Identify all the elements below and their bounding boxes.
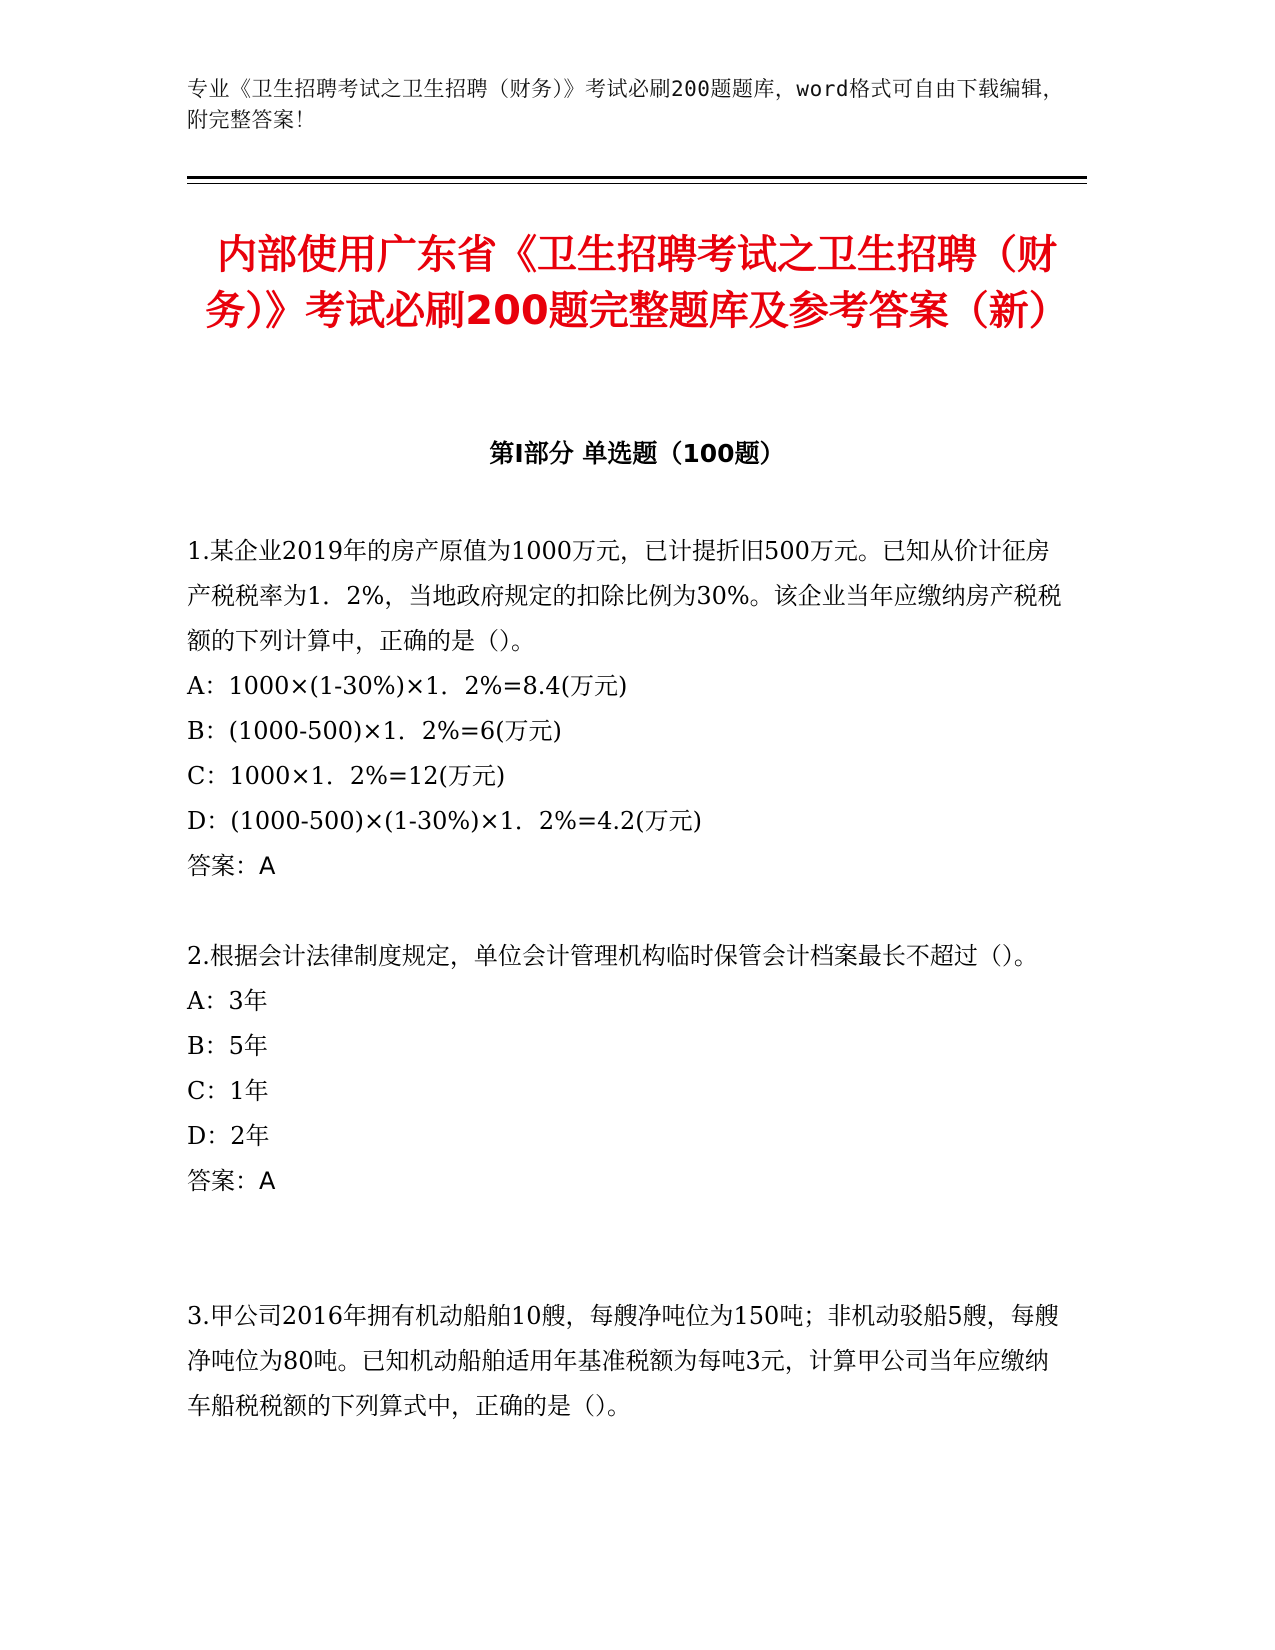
option-b: B：(1000-500)×1．2%=6(万元) <box>187 717 562 745</box>
option-d: D：2年 <box>187 1122 270 1150</box>
question-stem: 2.根据会计法律制度规定，单位会计管理机构临时保管会计档案最长不超过（）。 <box>187 942 1038 970</box>
question-3 <box>187 1294 1067 1429</box>
option-d: D：(1000-500)×(1-30%)×1．2%=4.2(万元) <box>187 807 702 835</box>
option-c: C：1年 <box>187 1077 269 1105</box>
option-a: A：1000×(1-30%)×1．2%=8.4(万元) <box>187 672 628 700</box>
option-a: A：3年 <box>187 987 268 1015</box>
question-2 <box>187 934 1067 1204</box>
question-1 <box>187 529 1067 889</box>
option-b: B：5年 <box>187 1032 268 1060</box>
document-title: 内部使用广东省《卫生招聘考试之卫生招聘（财务）》考试必刷200题完整题库及参考答案（新） <box>205 232 1069 334</box>
answer: 答案：A <box>187 852 276 880</box>
answer: 答案：A <box>187 1167 276 1195</box>
header-divider-thin <box>187 183 1087 184</box>
header-divider-thick <box>187 176 1087 179</box>
question-stem: 3.甲公司2016年拥有机动船舶10艘，每艘净吨位为150吨；非机动驳船5艘，每艘净吨位为80吨。已知机动船舶适用年基准税额为每吨3元，计算甲公司当年应缴纳车船税税额的下列算式中，正确的是（）。 <box>187 1302 1059 1420</box>
section-heading: 第Ⅰ部分 单选题（100题） <box>489 439 785 468</box>
header-note: 专业《卫生招聘考试之卫生招聘（财务）》考试必刷200题题库，word格式可自由下载编辑，附完整答案！ <box>187 77 1064 132</box>
option-c: C：1000×1．2%=12(万元) <box>187 762 506 790</box>
question-stem: 1.某企业2019年的房产原值为1000万元，已计提折旧500万元。已知从价计征房产税税率为1．2%，当地政府规定的扣除比例为30%。该企业当年应缴纳房产税税额的下列计算中，正确的是（）。 <box>187 537 1062 655</box>
